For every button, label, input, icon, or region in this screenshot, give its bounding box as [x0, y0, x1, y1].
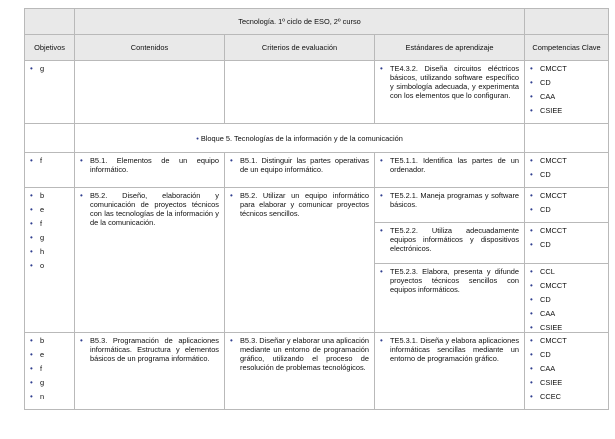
column-header-row [25, 35, 609, 61]
objetivo-item: • h [30, 247, 69, 256]
objetivos-cell [25, 153, 75, 188]
competencias-cell [525, 153, 609, 188]
col-header-criterios: Criterios de evaluación [225, 35, 375, 61]
objetivo-item: • f [30, 219, 69, 228]
table-row [25, 153, 609, 188]
competencias-cell [525, 61, 609, 124]
col-header-objetivos: Objetivos [25, 35, 75, 61]
competencia-item: • CCEC [530, 392, 603, 401]
criterios-cell [225, 188, 375, 333]
estandar-text: • TE4.3.2. Diseña circuitos eléctricos básicos, utilizando software específico y simbología adecuada, y experimenta con los elementos que lo configuran. [380, 64, 519, 100]
contenido-text: • B5.3. Programación de aplicaciones informáticas. Estructura y elementos básicos de un programa informático. [80, 336, 219, 363]
col-header-competencias: Competencias Clave [525, 35, 609, 61]
estandar-text: • TE5.2.1. Maneja programas y software básicos. [380, 191, 519, 209]
title-row [25, 9, 609, 35]
criterios-cell [225, 61, 375, 124]
criterio-text: • B5.2. Utilizar un equipo informático para elaborar y comunicar proyectos técnicos sencillos. [230, 191, 369, 218]
objetivo-item: • e [30, 350, 69, 359]
competencia-item: • CSIEE [530, 106, 603, 115]
competencia-item: • CAA [530, 309, 603, 318]
objetivo-item: • o [30, 261, 69, 270]
criterios-cell [225, 153, 375, 188]
competencia-item: • CD [530, 240, 603, 249]
estandares-cell [375, 153, 525, 188]
competencia-item: • CD [530, 295, 603, 304]
contenidos-cell [75, 333, 225, 410]
objetivo-item: • b [30, 336, 69, 345]
objetivo-item: • g [30, 233, 69, 242]
estandares-cell [375, 61, 525, 124]
competencia-item: • CMCCT [530, 64, 603, 73]
objetivo-item: • f [30, 364, 69, 373]
competencia-item: • CSIEE [530, 378, 603, 387]
competencia-item: • CD [530, 170, 603, 179]
competencia-item: • CAA [530, 364, 603, 373]
competencia-item: • CSIEE [530, 323, 603, 332]
bloque-row [25, 124, 609, 153]
objetivo-item: • e [30, 205, 69, 214]
estandar-text: • TE5.1.1. Identifica las partes de un ordenador. [380, 156, 519, 174]
competencia-item: • CD [530, 78, 603, 87]
estandares-cell [375, 188, 525, 333]
estandar-text: • TE5.3.1. Diseña y elabora aplicaciones informáticas sencillas mediante un entorno de programación gráfico. [380, 336, 519, 363]
col-header-contenidos: Contenidos [75, 35, 225, 61]
objetivo-item: • f [30, 156, 69, 165]
objetivos-cell [25, 61, 75, 124]
table-row [25, 61, 609, 124]
table-title: Tecnología. 1º ciclo de ESO, 2º curso [75, 9, 525, 35]
contenidos-cell [75, 188, 225, 333]
contenidos-cell [75, 153, 225, 188]
criterio-text: • B5.3. Diseñar y elaborar una aplicación mediante un entorno de programación gráfico, utilizando el proceso de resolución de problemas tecnológicos. [230, 336, 369, 372]
bloque-title: • Bloque 5. Tecnologías de la información y de la comunicación [75, 124, 525, 153]
curriculum-table [24, 8, 609, 410]
competencia-item: • CMCCT [530, 226, 603, 235]
competencia-item: • CD [530, 205, 603, 214]
competencia-item: • CCL [530, 267, 603, 276]
competencia-item: • CMCCT [530, 336, 603, 345]
objetivo-item: • n [30, 392, 69, 401]
estandares-cell [375, 333, 525, 410]
col-header-estandares: Estándares de aprendizaje [375, 35, 525, 61]
contenido-text: • B5.1. Elementos de un equipo informático. [80, 156, 219, 174]
objetivo-item: • g [30, 378, 69, 387]
objetivos-cell [25, 188, 75, 333]
objetivos-cell [25, 333, 75, 410]
table-row [25, 333, 609, 410]
competencia-item: • CMCCT [530, 191, 603, 200]
competencia-item: • CMCCT [530, 281, 603, 290]
competencias-cell [525, 188, 609, 333]
estandar-text: • TE5.2.2. Utiliza adecuadamente equipos informáticos y dispositivos electrónicos. [380, 226, 519, 253]
competencia-item: • CMCCT [530, 156, 603, 165]
estandar-text: • TE5.2.3. Elabora, presenta y difunde proyectos técnicos sencillos con equipos informáticos. [380, 267, 519, 294]
contenidos-cell [75, 61, 225, 124]
competencia-item: • CD [530, 350, 603, 359]
objetivo-item: • b [30, 191, 69, 200]
objetivo-item: • g [30, 64, 69, 73]
competencia-item: • CAA [530, 92, 603, 101]
criterios-cell [225, 333, 375, 410]
contenido-text: • B5.2. Diseño, elaboración y comunicación de proyectos técnicos con las tecnologías de la información y de la comunicación. [80, 191, 219, 227]
table-row [25, 188, 609, 333]
criterio-text: • B5.1. Distinguir las partes operativas de un equipo informático. [230, 156, 369, 174]
competencias-cell [525, 333, 609, 410]
